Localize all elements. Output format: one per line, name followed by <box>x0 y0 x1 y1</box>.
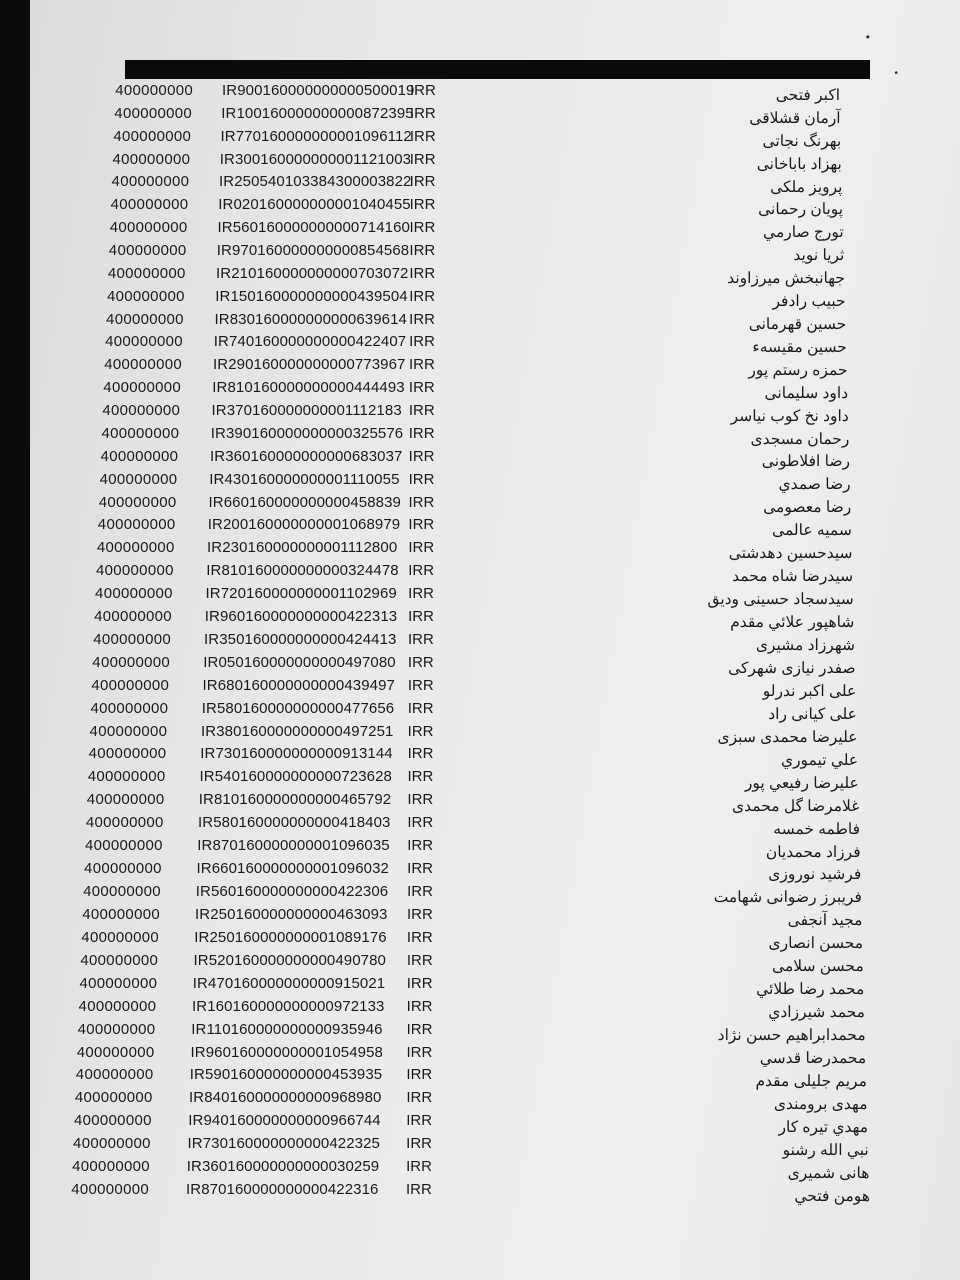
amount-cell: 400000000 <box>93 630 171 648</box>
name-cell: جهانبخش میرزاوند <box>727 270 845 288</box>
amount-cell: 400000000 <box>78 997 157 1015</box>
currency-cell: IRR <box>406 1181 432 1199</box>
table-row <box>0 425 960 448</box>
name-cell: پرویز ملکی <box>770 178 843 196</box>
iban-cell: IR250160000000001089176 <box>194 928 387 946</box>
name-cell: غلامرضا گل محمدی <box>732 797 860 815</box>
amount-cell: 400000000 <box>77 1020 156 1038</box>
iban-cell: IR730160000000000913144 <box>200 745 393 763</box>
amount-cell: 400000000 <box>80 951 159 969</box>
currency-cell: IRR <box>410 82 436 99</box>
table-row <box>0 745 960 768</box>
table-row <box>0 494 960 517</box>
table-row <box>0 128 960 151</box>
name-cell: محمد رضا طلائي <box>756 981 865 999</box>
amount-cell: 400000000 <box>73 1112 152 1130</box>
name-cell: تورج صارمي <box>763 224 844 242</box>
table-row <box>0 1021 960 1044</box>
currency-cell: IRR <box>408 424 435 442</box>
name-cell: علی کیانی راد <box>768 705 857 723</box>
name-cell: هانی شمیری <box>787 1165 870 1183</box>
table-row <box>0 471 960 494</box>
iban-cell: IR390160000000000325576 <box>210 424 404 442</box>
table-row <box>0 105 960 128</box>
table-row <box>0 1089 960 1112</box>
iban-cell: IR380160000000000497251 <box>201 722 394 740</box>
currency-cell: IRR <box>409 356 435 374</box>
table-row <box>0 929 960 952</box>
corner-mark: • <box>865 30 870 44</box>
currency-cell: IRR <box>407 653 434 671</box>
iban-cell: IR810160000000000324478 <box>206 562 399 580</box>
amount-cell: 400000000 <box>113 127 192 145</box>
table-row <box>0 173 960 196</box>
corner-mark: • <box>894 68 898 79</box>
amount-cell: 400000000 <box>81 928 160 946</box>
table-row <box>0 242 960 265</box>
iban-cell: IR300160000000001121003 <box>219 150 412 168</box>
currency-cell: IRR <box>407 860 433 878</box>
table-row <box>0 1112 960 1135</box>
name-cell: اکبر فتحی <box>775 87 840 104</box>
iban-cell: IR660160000000000458839 <box>208 493 401 511</box>
iban-cell: IR290160000000000773967 <box>213 356 406 374</box>
currency-cell: IRR <box>408 470 435 488</box>
table-row <box>0 448 960 471</box>
currency-cell: IRR <box>408 562 435 580</box>
name-cell: حسین مقیسه‌ء <box>752 338 847 356</box>
payment-list <box>0 82 960 1204</box>
table-row <box>0 151 960 174</box>
table-row <box>0 379 960 402</box>
name-cell: فرزاد محمدیان <box>765 843 861 861</box>
name-cell: مهدی برومندی <box>773 1096 868 1114</box>
iban-cell: IR810160000000000465792 <box>198 791 392 809</box>
currency-cell: IRR <box>408 379 435 397</box>
name-cell: فاطمه خمسه <box>773 820 860 838</box>
name-cell: مجید آنجفی <box>787 912 863 930</box>
table-row <box>0 1158 960 1181</box>
amount-cell: 400000000 <box>90 699 169 717</box>
amount-cell: 400000000 <box>71 1181 149 1199</box>
currency-cell: IRR <box>407 837 434 855</box>
iban-cell: IR900160000000000500019 <box>222 82 415 99</box>
currency-cell: IRR <box>408 608 434 625</box>
name-cell: فریبرز رضوانی شهامت <box>713 889 862 907</box>
currency-cell: IRR <box>409 127 436 145</box>
currency-cell: IRR <box>406 997 433 1015</box>
name-cell: علي تیموري <box>780 751 859 769</box>
table-row <box>0 768 960 791</box>
iban-cell: IR590160000000000453935 <box>189 1066 383 1084</box>
iban-cell: IR210160000000000703072 <box>216 264 409 282</box>
iban-cell: IR580160000000000477656 <box>201 699 395 717</box>
name-cell: آرمان قشلاقی <box>749 109 841 127</box>
amount-cell: 400000000 <box>110 196 189 214</box>
name-cell: صفدر نیازی شهرکی <box>728 659 856 677</box>
iban-cell: IR370160000000001112183 <box>211 402 402 420</box>
table-row <box>0 860 960 883</box>
iban-cell: IR680160000000000439497 <box>202 676 395 694</box>
table-row <box>0 402 960 425</box>
currency-cell: IRR <box>406 1089 433 1107</box>
currency-cell: IRR <box>406 1066 433 1084</box>
name-cell: بهرنگ نجاتی <box>762 132 842 150</box>
table-header-bar <box>125 60 870 79</box>
currency-cell: IRR <box>408 539 435 557</box>
currency-cell: IRR <box>408 516 435 534</box>
name-cell: محمد شیرزادي <box>768 1004 865 1022</box>
amount-cell: 400000000 <box>85 814 164 832</box>
iban-cell: IR870160000000001096035 <box>197 837 390 855</box>
iban-cell: IR020160000000001040455 <box>218 196 411 214</box>
amount-cell: 400000000 <box>114 104 193 122</box>
iban-cell: IR230160000000001112800 <box>207 539 398 557</box>
table-row <box>0 1044 960 1067</box>
currency-cell: IRR <box>407 905 433 923</box>
table-row <box>0 700 960 723</box>
currency-cell: IRR <box>406 1158 432 1176</box>
table-row <box>0 654 960 677</box>
amount-cell: 400000000 <box>98 493 177 511</box>
table-row <box>0 585 960 608</box>
table-row <box>0 562 960 585</box>
currency-cell: IRR <box>406 1135 432 1153</box>
name-cell: نبي الله رشنو <box>782 1142 869 1160</box>
amount-cell: 400000000 <box>104 356 182 374</box>
iban-cell: IR250540103384300003822 <box>219 173 412 191</box>
iban-cell: IR580160000000000418403 <box>198 814 391 832</box>
table-row <box>0 723 960 746</box>
name-cell: بهزاد باباخانی <box>756 155 842 173</box>
currency-cell: IRR <box>407 814 434 832</box>
currency-cell: IRR <box>407 768 434 786</box>
name-cell: رضا صمدي <box>778 476 851 494</box>
name-cell: علیرضا رفیعي پور <box>744 774 859 792</box>
amount-cell: 400000000 <box>100 447 179 465</box>
iban-cell: IR720160000000001102969 <box>205 585 397 603</box>
name-cell: علیرضا محمدی سبزی <box>717 728 858 746</box>
name-cell: محمدابراهیم حسن نژاد <box>717 1027 866 1045</box>
name-cell: محمدرضا قدسي <box>759 1050 867 1068</box>
table-row <box>0 265 960 288</box>
iban-cell: IR200160000000001068979 <box>207 516 401 534</box>
table-row <box>0 196 960 219</box>
name-cell: شهرزاد مشیری <box>755 636 855 654</box>
name-cell: محسن انصاری <box>768 935 864 953</box>
currency-cell: IRR <box>406 1043 433 1061</box>
amount-cell: 400000000 <box>108 241 187 259</box>
amount-cell: 400000000 <box>115 82 193 99</box>
iban-cell: IR540160000000000723628 <box>199 768 392 786</box>
currency-cell: IRR <box>407 722 434 740</box>
iban-cell: IR100160000000000872395 <box>221 104 414 122</box>
name-cell: سیدحسین دهدشتی <box>728 545 853 563</box>
iban-cell: IR350160000000000424413 <box>204 630 397 648</box>
amount-cell: 400000000 <box>75 1066 154 1084</box>
currency-cell: IRR <box>408 630 434 648</box>
name-cell: رضا افلاطونی <box>761 453 850 471</box>
currency-cell: IRR <box>408 447 435 465</box>
currency-cell: IRR <box>408 493 435 511</box>
iban-cell: IR050160000000000497080 <box>203 653 396 671</box>
name-cell: سیدرضا شاه محمد <box>732 568 854 586</box>
iban-cell: IR560160000000000422306 <box>195 882 389 900</box>
iban-cell: IR870160000000000422316 <box>186 1181 379 1199</box>
amount-cell: 400000000 <box>96 539 175 557</box>
currency-cell: IRR <box>406 1020 433 1038</box>
amount-cell: 400000000 <box>111 173 190 191</box>
name-cell: محسن سلامی <box>772 958 864 976</box>
currency-cell: IRR <box>408 585 434 603</box>
iban-cell: IR470160000000000915021 <box>192 974 386 992</box>
name-cell: پویان رحمانی <box>758 201 844 219</box>
table-row <box>0 998 960 1021</box>
amount-cell: 400000000 <box>95 562 174 580</box>
currency-cell: IRR <box>409 333 435 351</box>
iban-cell: IR740160000000000422407 <box>213 333 407 351</box>
currency-cell: IRR <box>407 882 433 900</box>
iban-cell: IR840160000000000968980 <box>189 1089 382 1107</box>
iban-cell: IR810160000000000444493 <box>212 379 405 397</box>
currency-cell: IRR <box>406 928 433 946</box>
name-cell: ثریا نوید <box>793 247 845 265</box>
currency-cell: IRR <box>409 310 435 328</box>
amount-cell: 400000000 <box>84 837 163 855</box>
name-cell: علی اکبر ندرلو <box>762 682 857 700</box>
iban-cell: IR520160000000000490780 <box>193 951 386 969</box>
iban-cell: IR770160000000001096112 <box>220 127 412 145</box>
amount-cell: 400000000 <box>73 1135 151 1153</box>
amount-cell: 400000000 <box>107 264 186 282</box>
table-row <box>0 814 960 837</box>
iban-cell: IR960160000000001054958 <box>190 1043 383 1061</box>
amount-cell: 400000000 <box>103 379 182 397</box>
table-row <box>0 1135 960 1158</box>
amount-cell: 400000000 <box>95 585 173 603</box>
amount-cell: 400000000 <box>74 1089 153 1107</box>
currency-cell: IRR <box>406 1112 433 1130</box>
iban-cell: IR110160000000000935946 <box>191 1020 383 1038</box>
table-row <box>0 837 960 860</box>
amount-cell: 400000000 <box>79 974 158 992</box>
iban-cell: IR360160000000000683037 <box>210 447 403 465</box>
currency-cell: IRR <box>409 196 436 214</box>
table-row <box>0 1181 960 1204</box>
name-cell: هومن فتحي <box>794 1188 870 1206</box>
name-cell: حبیب رادفر <box>772 293 846 311</box>
iban-cell: IR360160000000000030259 <box>186 1158 380 1176</box>
table-row <box>0 975 960 998</box>
currency-cell: IRR <box>409 287 436 305</box>
amount-cell: 400000000 <box>101 424 180 442</box>
amount-cell: 400000000 <box>94 608 172 625</box>
name-cell: مریم جلیلی مقدم <box>755 1073 867 1091</box>
table-row <box>0 333 960 356</box>
amount-cell: 400000000 <box>89 722 168 740</box>
table-row <box>0 608 960 631</box>
amount-cell: 400000000 <box>92 653 171 671</box>
amount-cell: 400000000 <box>72 1158 150 1176</box>
currency-cell: IRR <box>406 974 433 992</box>
amount-cell: 400000000 <box>83 882 161 900</box>
table-row <box>0 311 960 334</box>
amount-cell: 400000000 <box>105 333 183 351</box>
name-cell: شاهپور علائي مقدم <box>730 613 855 631</box>
name-cell: سیدسجاد حسینی ودیق <box>707 591 854 609</box>
iban-cell: IR160160000000000972133 <box>192 997 385 1015</box>
table-row <box>0 356 960 379</box>
currency-cell: IRR <box>407 699 434 717</box>
iban-cell: IR970160000000000854568 <box>216 241 410 259</box>
amount-cell: 400000000 <box>76 1043 155 1061</box>
iban-cell: IR730160000000000422325 <box>187 1135 380 1153</box>
table-row <box>0 1066 960 1089</box>
amount-cell: 400000000 <box>106 287 185 305</box>
name-cell: رحمان مسجدی <box>750 430 850 448</box>
iban-cell: IR960160000000000422313 <box>204 608 398 625</box>
name-cell: داود نخ کوب نیاسر <box>730 407 849 425</box>
table-row <box>0 906 960 929</box>
amount-cell: 400000000 <box>86 791 165 809</box>
table-row <box>0 516 960 539</box>
name-cell: حسین قهرمانی <box>748 315 847 333</box>
amount-cell: 400000000 <box>87 768 166 786</box>
iban-cell: IR830160000000000639614 <box>214 310 407 328</box>
currency-cell: IRR <box>407 676 434 694</box>
currency-cell: IRR <box>409 173 436 191</box>
iban-cell: IR430160000000001110055 <box>209 470 400 488</box>
currency-cell: IRR <box>409 241 436 259</box>
amount-cell: 400000000 <box>99 470 178 488</box>
iban-cell: IR560160000000000714160 <box>217 219 410 237</box>
amount-cell: 400000000 <box>109 219 188 237</box>
currency-cell: IRR <box>408 402 435 420</box>
table-row <box>0 677 960 700</box>
iban-cell: IR250160000000000463093 <box>195 905 388 923</box>
table-row <box>0 791 960 814</box>
amount-cell: 400000000 <box>91 676 170 694</box>
amount-cell: 400000000 <box>106 310 184 328</box>
iban-cell: IR940160000000000966744 <box>188 1112 381 1130</box>
table-row <box>0 539 960 562</box>
table-row <box>0 883 960 906</box>
currency-cell: IRR <box>407 791 434 809</box>
amount-cell: 400000000 <box>82 905 160 923</box>
amount-cell: 400000000 <box>84 860 162 878</box>
iban-cell: IR660160000000001096032 <box>196 860 389 878</box>
name-cell: سمیه عالمی <box>772 522 852 540</box>
currency-cell: IRR <box>407 745 434 763</box>
amount-cell: 400000000 <box>97 516 176 534</box>
name-cell: فرشید نوروزی <box>768 866 862 884</box>
iban-cell: IR150160000000000439504 <box>215 287 408 305</box>
name-cell: داود سلیمانی <box>764 384 849 402</box>
table-row <box>0 82 960 105</box>
amount-cell: 400000000 <box>112 150 191 168</box>
table-row <box>0 219 960 242</box>
name-cell: رضا معصومی <box>763 499 852 517</box>
table-row <box>0 631 960 654</box>
currency-cell: IRR <box>409 150 436 168</box>
table-row <box>0 952 960 975</box>
amount-cell: 400000000 <box>88 745 167 763</box>
currency-cell: IRR <box>409 104 436 122</box>
amount-cell: 400000000 <box>102 402 181 420</box>
name-cell: مهدي تیره کار <box>778 1119 869 1137</box>
currency-cell: IRR <box>409 219 436 237</box>
table-row <box>0 288 960 311</box>
currency-cell: IRR <box>409 264 436 282</box>
name-cell: حمزه رستم پور <box>748 361 848 379</box>
currency-cell: IRR <box>406 951 433 969</box>
